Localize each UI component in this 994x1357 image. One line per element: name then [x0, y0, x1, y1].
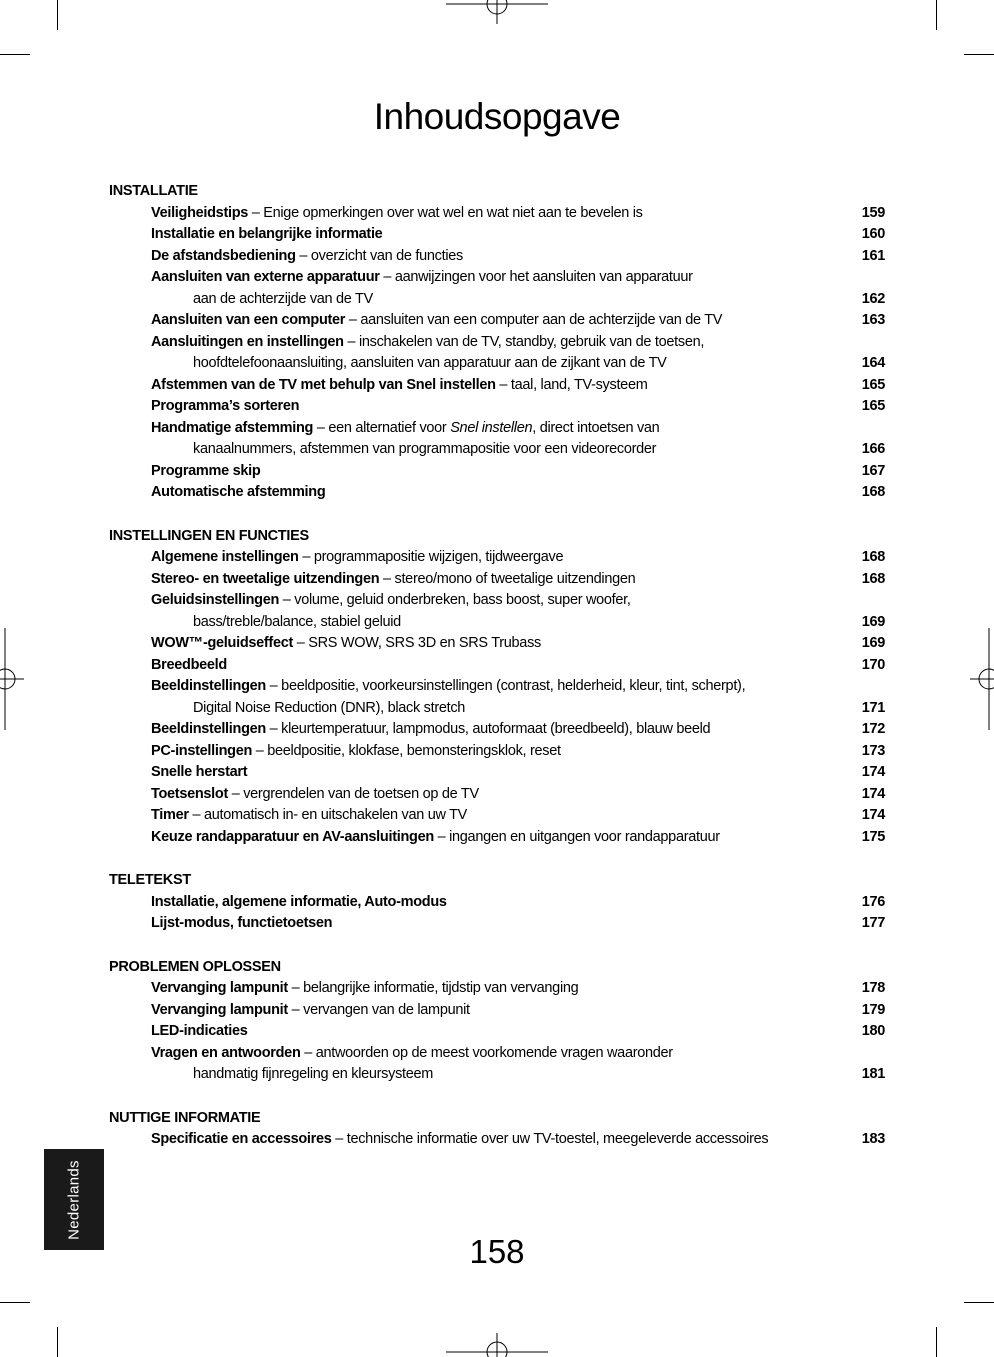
toc-entry	[109, 676, 885, 719]
entry-page-number: 165	[861, 398, 885, 414]
entry-description: – vergrendelen van de toetsen op de TV	[228, 785, 479, 802]
registration-mark-bottom	[446, 1333, 548, 1357]
entry-description: – automatisch in- en uitschakelen van uw TV	[188, 807, 468, 823]
crop-mark	[936, 1327, 937, 1357]
entry-page-number: 168	[861, 570, 885, 587]
registration-mark-right	[970, 628, 994, 730]
entry-description: – technische informatie over uw TV-toestel, meegeleverde accessoires	[331, 1131, 769, 1147]
entry-description: – stereo/mono of tweetalige uitzendingen	[379, 570, 636, 587]
entry-continuation: kanaalnummers, afstemmen van programmapositie voor een videorecorder	[193, 441, 657, 457]
entry-page-number: 167	[861, 462, 885, 479]
entry-title: Beeldinstellingen	[151, 721, 266, 737]
toc-entry	[109, 741, 885, 763]
entry-line	[151, 396, 847, 418]
crop-mark	[57, 0, 58, 30]
entry-page-number: 165	[861, 376, 885, 393]
entry-line	[151, 676, 847, 698]
toc-entry	[109, 1129, 885, 1151]
entry-title: WOW™-geluidseffect	[151, 635, 294, 651]
toc-entry	[109, 224, 885, 246]
entry-title: Vragen en antwoorden	[151, 1044, 301, 1061]
entry-page-number: 180	[861, 1023, 885, 1039]
entry-description: – kleurtemperatuur, lampmodus, autoformaat (breedbeeld), blauw beeld	[265, 721, 711, 737]
entry-line	[151, 892, 847, 914]
entry-line	[151, 332, 847, 354]
crop-mark	[964, 54, 994, 55]
toc-entry	[109, 246, 885, 268]
entry-title: Automatische afstemming	[151, 484, 326, 500]
entry-page-number: 183	[861, 1131, 885, 1147]
entry-line	[151, 418, 847, 440]
entry-page-number: 172	[861, 721, 885, 737]
entry-line	[151, 978, 847, 1000]
toc-entry	[109, 418, 885, 461]
entry-description: – beeldpositie, klokfase, bemonsteringsklok, reset	[252, 742, 561, 759]
toc-section	[109, 181, 885, 504]
entry-title: Algemene instellingen	[151, 549, 299, 565]
entry-title: De afstandsbediening	[151, 247, 296, 264]
entry-line	[151, 1043, 847, 1065]
entry-page-number: 175	[861, 828, 885, 845]
toc-entry	[109, 719, 885, 741]
toc-section	[109, 957, 885, 1086]
entry-title: Handmatige afstemming	[151, 419, 314, 436]
entry-page-number: 161	[861, 247, 885, 264]
entry-description: , direct intoetsen van	[532, 419, 660, 436]
toc-entry	[109, 805, 885, 827]
entry-line	[151, 741, 847, 763]
entry-description: – volume, geluid onderbreken, bass boost, super woofer,	[279, 592, 631, 608]
entry-title: Aansluiten van externe apparatuur	[151, 269, 380, 285]
entry-title: PC-instellingen	[151, 742, 253, 759]
toc-entry	[109, 375, 885, 397]
entry-page-number: 168	[861, 484, 885, 500]
entry-description: – taal, land, TV-systeem	[495, 376, 648, 393]
toc-entry	[109, 332, 885, 375]
entry-page-number: 171	[861, 699, 885, 716]
entry-line	[151, 461, 847, 483]
entry-line	[151, 805, 847, 827]
crop-mark	[0, 54, 30, 55]
entry-title: Programme skip	[151, 462, 261, 479]
section-heading: NUTTIGE INFORMATIE	[109, 1109, 261, 1126]
entry-page-number: 168	[861, 549, 885, 565]
entry-title: Installatie, algemene informatie, Auto-modus	[151, 893, 447, 910]
entry-line	[151, 719, 847, 741]
entry-page-number: 174	[861, 764, 885, 780]
entry-continuation: hoofdtelefoonaansluiting, aansluiten van apparatuur aan de zijkant van de TV	[193, 355, 667, 371]
entry-description: – antwoorden op de meest voorkomende vragen waaronder	[300, 1044, 673, 1061]
toc-entry	[109, 569, 885, 591]
entry-page-number: 181	[861, 1066, 885, 1082]
section-heading: TELETEKST	[109, 872, 191, 888]
entry-title: Lijst-modus, functietoetsen	[151, 915, 333, 931]
entry-line	[151, 375, 847, 397]
entry-description: – overzicht van de functies	[295, 247, 463, 264]
entry-description: – belangrijke informatie, tijdstip van vervanging	[287, 980, 579, 996]
entry-title: Aansluiten van een computer	[151, 312, 346, 328]
entry-title: Specificatie en accessoires	[151, 1131, 332, 1147]
entry-page-number: 163	[861, 312, 885, 328]
toc-entry	[109, 633, 885, 655]
entry-line	[151, 482, 847, 504]
toc-entry	[109, 1021, 885, 1043]
toc-entry	[109, 482, 885, 504]
entry-description: – ingangen en uitgangen voor randapparatuur	[433, 828, 720, 845]
toc-entry	[109, 203, 885, 225]
entry-title: Vervanging lampunit	[151, 1001, 288, 1018]
entry-page-number: 174	[861, 807, 885, 823]
entry-page-number: 170	[861, 656, 885, 673]
toc-entry	[109, 655, 885, 677]
entry-title: Afstemmen van de TV met behulp van Snel instellen	[151, 376, 496, 393]
entry-line	[151, 547, 847, 569]
toc-section	[109, 526, 885, 849]
toc-entry	[109, 461, 885, 483]
entry-title: Keuze randapparatuur en AV-aansluitingen	[151, 828, 434, 845]
entry-title: Timer	[151, 807, 189, 823]
entry-line	[151, 590, 847, 612]
entry-line	[151, 784, 847, 806]
crop-mark	[936, 0, 937, 30]
toc-entry	[109, 590, 885, 633]
entry-description-italic: Snel instellen	[450, 419, 533, 436]
toc-entry	[109, 1000, 885, 1022]
toc-entry	[109, 827, 885, 849]
entry-title: LED-indicaties	[151, 1023, 248, 1039]
entry-page-number: 174	[861, 785, 885, 802]
entry-description: – inschakelen van de TV, standby, gebruik van de toetsen,	[343, 333, 705, 350]
entry-page-number: 179	[861, 1001, 885, 1018]
registration-mark-left	[0, 628, 24, 730]
entry-title: Programma’s sorteren	[151, 398, 300, 414]
entry-title: Snelle herstart	[151, 764, 248, 780]
language-tab-label: Nederlands	[65, 1159, 83, 1240]
toc-entry	[109, 396, 885, 418]
entry-line	[151, 655, 847, 677]
entry-page-number: 162	[861, 290, 885, 307]
crop-mark	[0, 1302, 30, 1303]
entry-page-number: 176	[861, 893, 885, 910]
entry-description: – Enige opmerkingen over wat wel en wat niet aan te bevelen is	[248, 204, 643, 221]
page-title: Inhoudsopgave	[373, 96, 621, 137]
entry-title: Beeldinstellingen	[151, 678, 266, 694]
entry-page-number: 173	[861, 742, 885, 759]
toc-section	[109, 1108, 885, 1151]
entry-description: – een alternatief voor	[313, 419, 451, 436]
entry-line	[151, 827, 847, 849]
entry-title: Toetsenslot	[151, 785, 228, 802]
entry-page-number: 159	[861, 204, 885, 221]
entry-description: – SRS WOW, SRS 3D en SRS Trubass	[293, 635, 541, 651]
section-heading: PROBLEMEN OPLOSSEN	[109, 958, 281, 975]
entry-page-number: 169	[861, 613, 885, 630]
entry-page-number: 166	[861, 441, 885, 457]
toc-entry	[109, 547, 885, 569]
entry-line	[151, 310, 847, 332]
entry-page-number: 177	[861, 915, 885, 931]
page-number: 158	[469, 1233, 525, 1270]
entry-page-number: 164	[861, 355, 885, 371]
crop-mark	[57, 1327, 58, 1357]
entry-title: Breedbeeld	[151, 656, 227, 673]
entry-description: – vervangen van de lampunit	[287, 1001, 470, 1018]
entry-line	[151, 203, 847, 225]
entry-description: – programmapositie wijzigen, tijdweergave	[298, 549, 564, 565]
entry-title: Installatie en belangrijke informatie	[151, 226, 383, 242]
entry-continuation: handmatig fijnregeling en kleursysteem	[193, 1066, 434, 1082]
toc-entry	[109, 978, 885, 1000]
entry-title: Aansluitingen en instellingen	[151, 333, 344, 350]
crop-mark	[964, 1302, 994, 1303]
toc-entry	[109, 892, 885, 914]
entry-page-number: 169	[861, 635, 885, 651]
entry-title: Veiligheidstips	[151, 204, 249, 221]
toc-entry	[109, 913, 885, 935]
toc-entry	[109, 762, 885, 784]
entry-line	[151, 569, 847, 591]
toc-entry	[109, 1043, 885, 1086]
toc-entry	[109, 267, 885, 310]
entry-line	[151, 913, 847, 935]
entry-line	[151, 267, 847, 289]
entry-description: – beeldpositie, voorkeursinstellingen (contrast, helderheid, kleur, tint, scherpt),	[265, 678, 746, 694]
entry-line	[151, 1021, 847, 1043]
entry-line	[151, 1000, 847, 1022]
entry-description: – aansluiten van een computer aan de achterzijde van de TV	[345, 312, 723, 328]
section-heading: INSTALLATIE	[109, 183, 198, 199]
entry-line	[151, 224, 847, 246]
entry-line	[151, 246, 847, 268]
toc-entry	[109, 310, 885, 332]
entry-page-number: 178	[861, 980, 885, 996]
entry-page-number: 160	[861, 226, 885, 242]
toc-entry	[109, 784, 885, 806]
entry-continuation: aan de achterzijde van de TV	[193, 290, 373, 307]
registration-mark-top	[446, 0, 548, 24]
entry-title: Vervanging lampunit	[151, 980, 288, 996]
entry-title: Stereo- en tweetalige uitzendingen	[151, 570, 380, 587]
entry-line	[151, 633, 847, 655]
section-heading: INSTELLINGEN EN FUNCTIES	[109, 527, 309, 544]
toc-section	[109, 870, 885, 935]
entry-title: Geluidsinstellingen	[151, 592, 280, 608]
table-of-contents	[109, 181, 885, 1173]
entry-continuation: bass/treble/balance, stabiel geluid	[193, 613, 401, 630]
entry-line	[151, 762, 847, 784]
entry-line	[151, 1129, 847, 1151]
entry-continuation: Digital Noise Reduction (DNR), black stretch	[193, 699, 466, 716]
entry-description: – aanwijzingen voor het aansluiten van apparatuur	[379, 269, 693, 285]
